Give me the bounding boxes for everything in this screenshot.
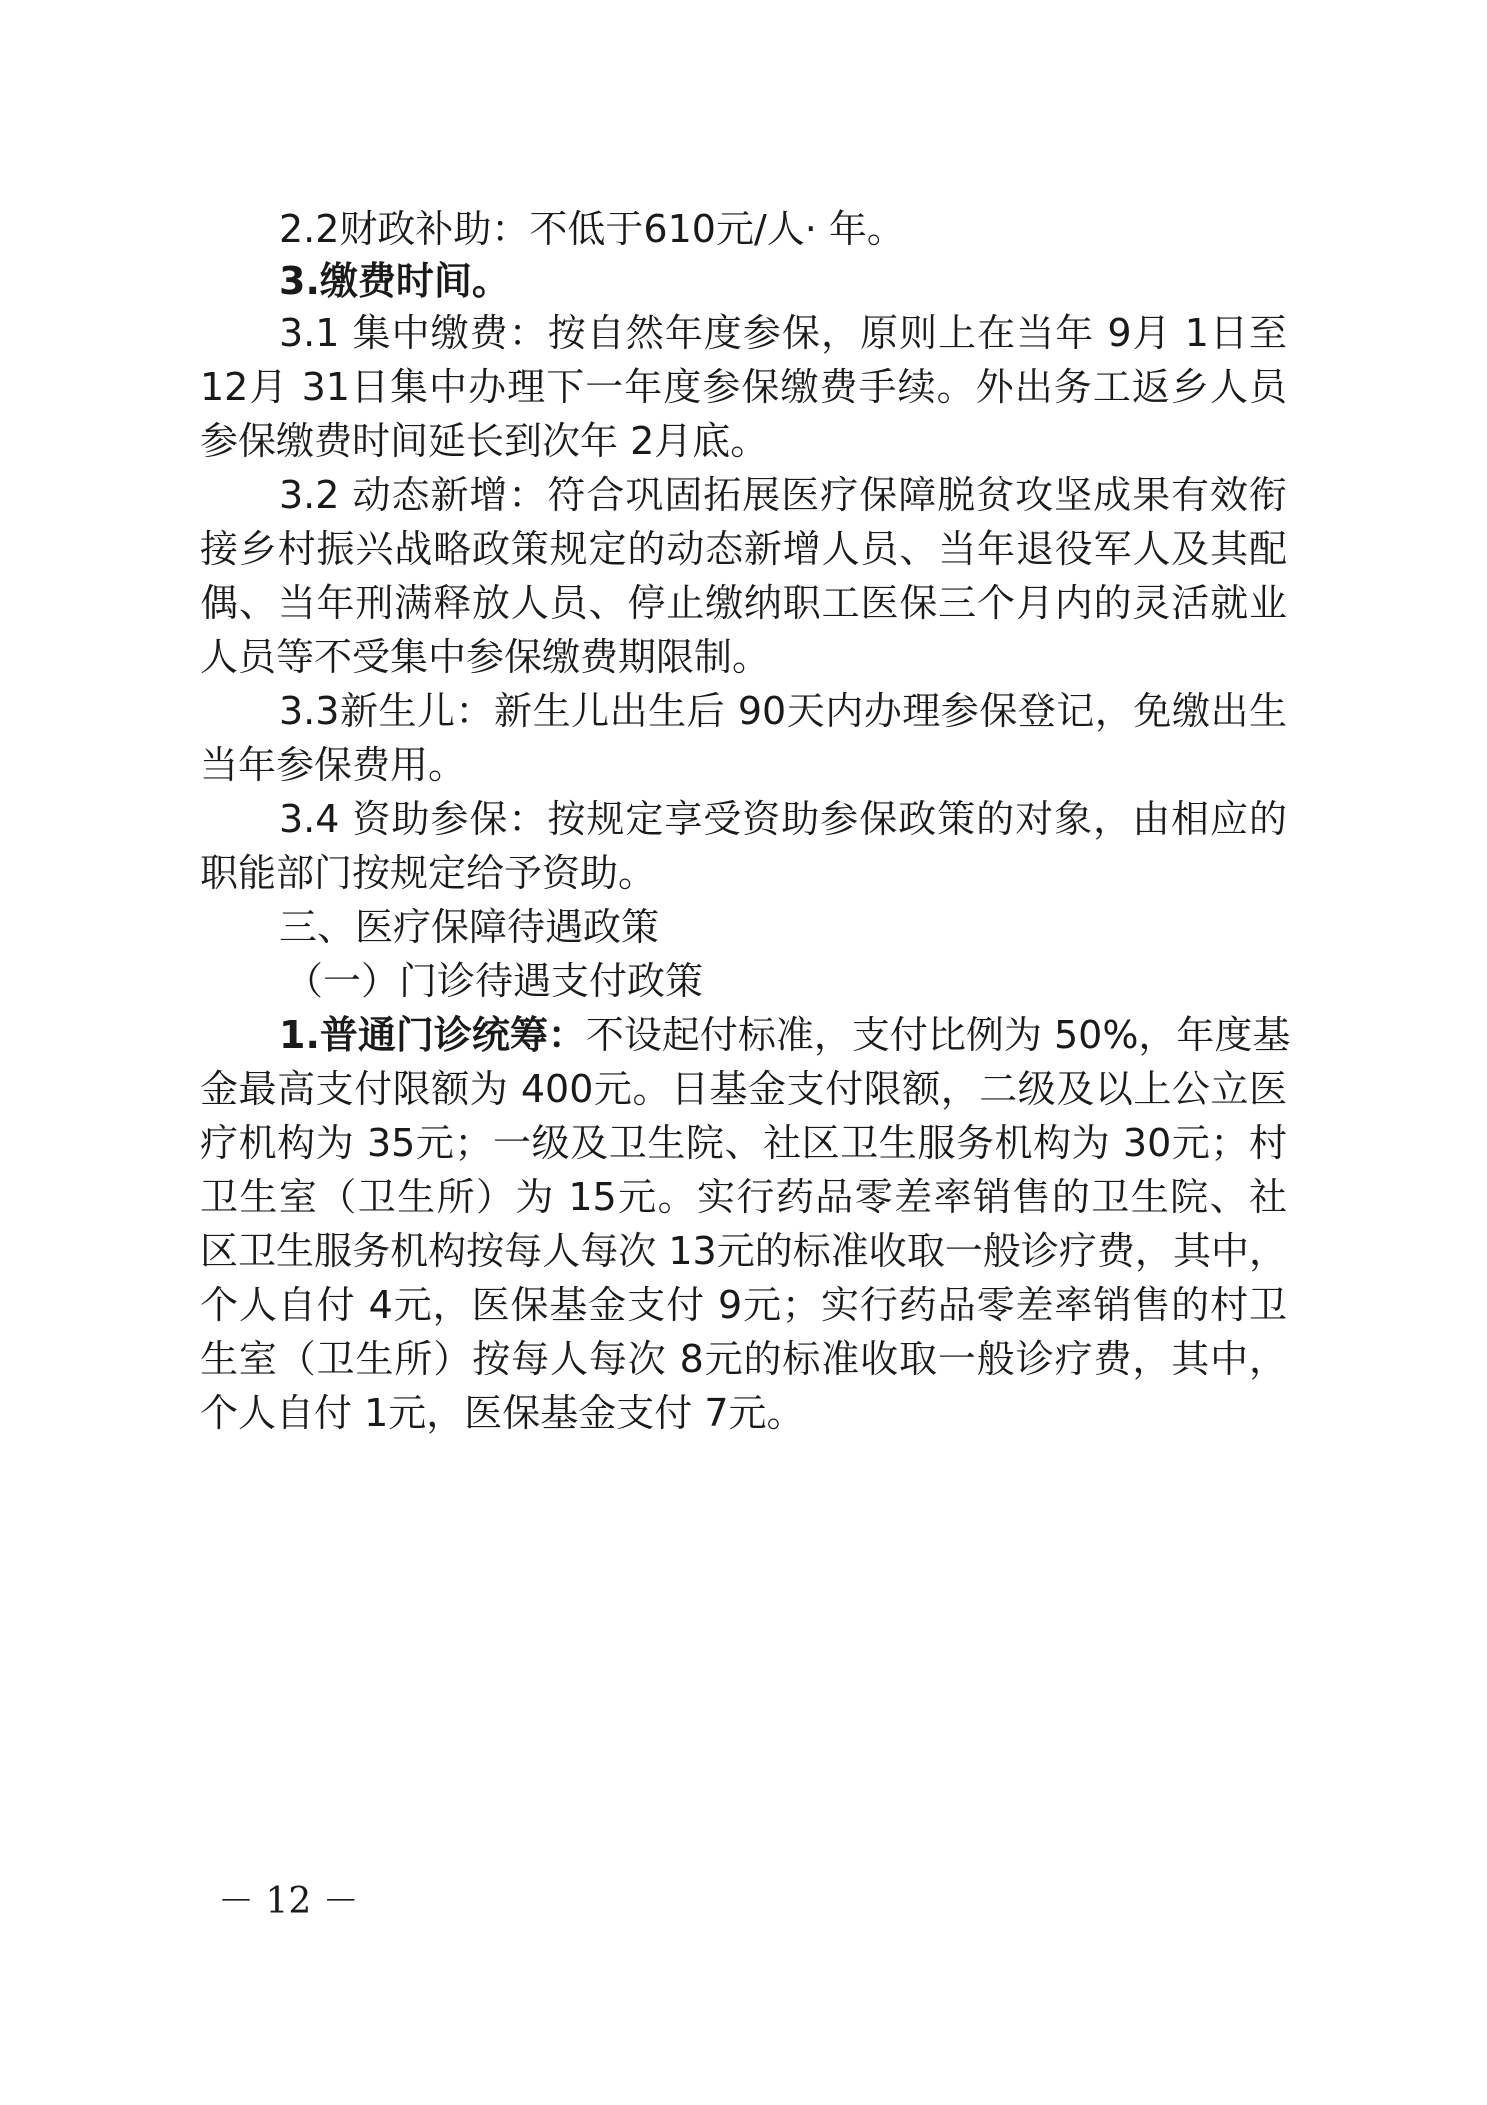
text-line: 参保缴费时间延长到次年 2月底。 bbox=[200, 419, 769, 463]
part-three-heading bbox=[0, 904, 1487, 950]
text-line: 当年参保费用。 bbox=[200, 743, 467, 787]
section-3-heading-text: 3.缴费时间。 bbox=[279, 259, 510, 303]
paragraph-3-1-line-3 bbox=[0, 418, 1487, 464]
paragraph-outpatient-line-6 bbox=[0, 1282, 1487, 1328]
text-line: 接乡村振兴战略政策规定的动态新增人员、当年退役军人及其配 bbox=[200, 527, 1287, 571]
paragraph-outpatient-line-4 bbox=[0, 1174, 1487, 1220]
text-line: 3.4 资助参保：按规定享受资助参保政策的对象，由相应的 bbox=[279, 797, 1287, 841]
text-line: 个人自付 1元，医保基金支付 7元。 bbox=[200, 1391, 805, 1435]
paragraph-3-2-line-2 bbox=[0, 526, 1487, 572]
page-number: － 12 － bbox=[218, 1881, 359, 1922]
paragraph-2-2-text: 2.2财政补助：不低于610元/人· 年。 bbox=[279, 207, 905, 251]
text-line: 疗机构为 35元；一级及卫生院、社区卫生服务机构为 30元；村 bbox=[200, 1121, 1287, 1165]
section-3-heading bbox=[0, 258, 1487, 304]
paragraph-3-1-line-1 bbox=[0, 310, 1487, 356]
text-line bbox=[279, 1012, 1291, 1058]
text-line: 3.2 动态新增：符合巩固拓展医疗保障脱贫攻坚成果有效衔 bbox=[279, 473, 1287, 517]
lead-rest: 不设起付标准，支付比例为 50%，年度基 bbox=[585, 1013, 1291, 1057]
part-three-subheading bbox=[0, 958, 1487, 1004]
text-line: 12月 31日集中办理下一年度参保缴费手续。外出务工返乡人员 bbox=[200, 365, 1287, 409]
paragraph-outpatient-line-7 bbox=[0, 1336, 1487, 1382]
paragraph-outpatient-line-1 bbox=[0, 1012, 1487, 1058]
bold-lead: 1.普通门诊统筹： bbox=[279, 1013, 586, 1057]
text-line: 生室（卫生所）按每人每次 8元的标准收取一般诊疗费，其中， bbox=[200, 1337, 1287, 1381]
paragraph-3-4-line-1 bbox=[0, 796, 1487, 842]
paragraph-outpatient-line-2 bbox=[0, 1066, 1487, 1112]
text-line: 金最高支付限额为 400元。日基金支付限额，二级及以上公立医 bbox=[200, 1067, 1287, 1111]
text-line: 3.3新生儿：新生儿出生后 90天内办理参保登记，免缴出生 bbox=[279, 689, 1287, 733]
paragraph-outpatient-line-8 bbox=[0, 1390, 1487, 1436]
part-three-subheading-text: （一）门诊待遇支付政策 bbox=[285, 959, 704, 1003]
paragraph-3-2-line-3 bbox=[0, 580, 1487, 626]
paragraph-3-2-line-4 bbox=[0, 634, 1487, 680]
paragraph-3-4-line-2 bbox=[0, 850, 1487, 896]
paragraph-3-2-line-1 bbox=[0, 472, 1487, 518]
paragraph-2-2 bbox=[0, 206, 1487, 252]
text-line: 人员等不受集中参保缴费期限制。 bbox=[200, 635, 771, 679]
paragraph-3-3-line-2 bbox=[0, 742, 1487, 788]
text-line: 3.1 集中缴费：按自然年度参保，原则上在当年 9月 1日至 bbox=[279, 311, 1287, 355]
text-line: 职能部门按规定给予资助。 bbox=[200, 851, 657, 895]
text-line: 卫生室（卫生所）为 15元。实行药品零差率销售的卫生院、社 bbox=[200, 1175, 1287, 1219]
text-line: 个人自付 4元，医保基金支付 9元；实行药品零差率销售的村卫 bbox=[200, 1283, 1287, 1327]
text-line: 偶、当年刑满释放人员、停止缴纳职工医保三个月内的灵活就业 bbox=[200, 581, 1287, 625]
paragraph-outpatient-line-3 bbox=[0, 1120, 1487, 1166]
paragraph-3-3-line-1 bbox=[0, 688, 1487, 734]
paragraph-3-1-line-2 bbox=[0, 364, 1487, 410]
text-line: 区卫生服务机构按每人每次 13元的标准收取一般诊疗费，其中， bbox=[200, 1229, 1287, 1273]
part-three-heading-text: 三、医疗保障待遇政策 bbox=[279, 905, 660, 949]
paragraph-outpatient-line-5 bbox=[0, 1228, 1487, 1274]
